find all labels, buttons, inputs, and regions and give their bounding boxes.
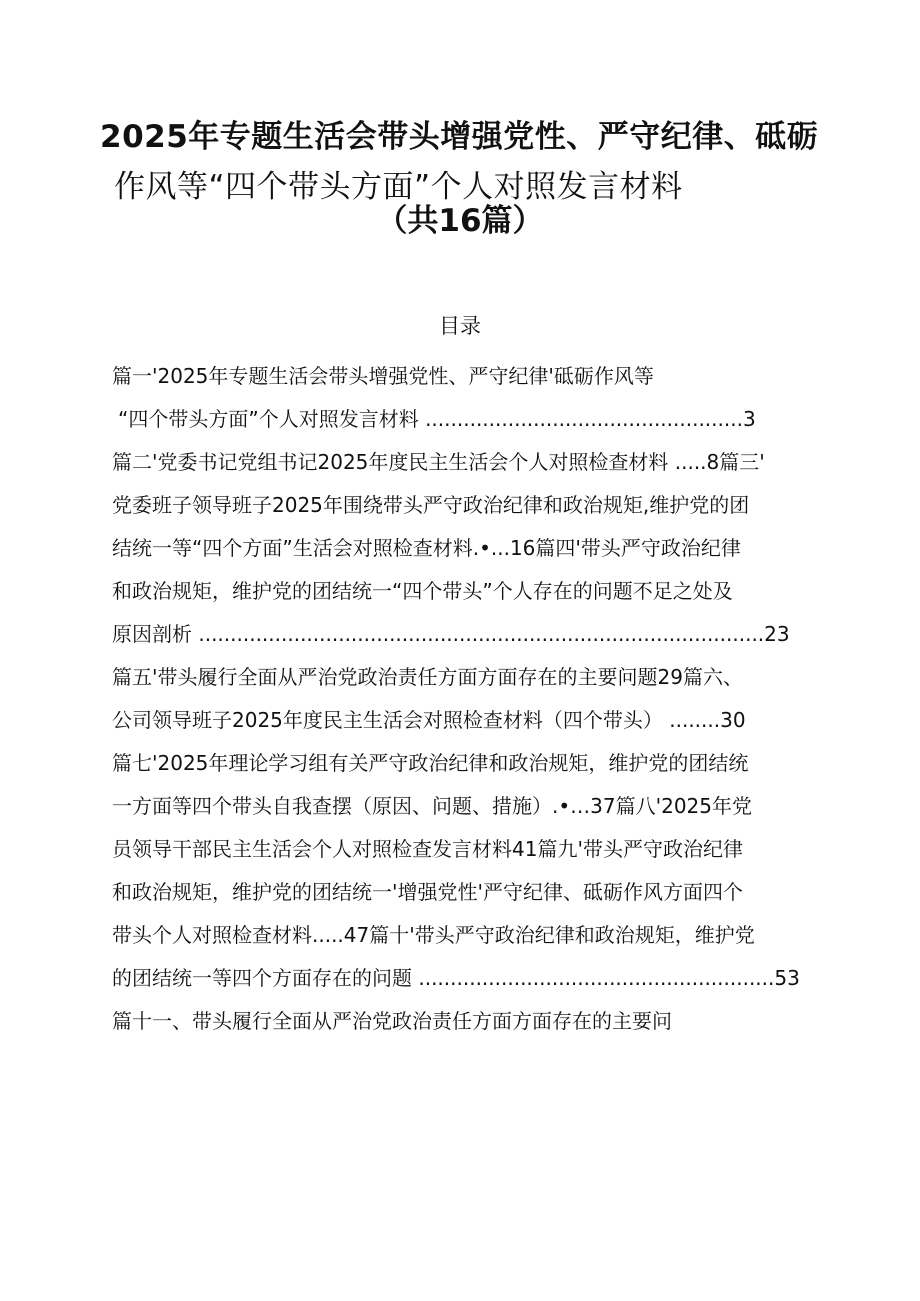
toc-line: 和政治规矩，维护党的团结统一“四个带头”个人存在的问题不足之处及 (112, 579, 733, 603)
title-line-2: 作风等“四个带头方面”个人对照发言材料 (114, 169, 683, 205)
toc-line: 篇五'带头履行全面从严治党政治责任方面方面存在的主要问题29篇六、 (112, 665, 743, 689)
toc-line: 篇七'2025年理论学习组有关严守政治纪律和政治规矩，维护党的团结统 (112, 751, 749, 775)
toc-line: 党委班子领导班子2025年围绕带头严守政治纪律和政治规矩,维护党的团 (112, 493, 750, 517)
title-line-1: 2025年专题生活会带头增强党性、严守纪律、砥砺 (100, 119, 819, 155)
toc-line: 的团结统一等四个方面存在的问题 ........................................................53 (112, 966, 800, 990)
toc-heading: 目录 (439, 314, 481, 338)
toc-line: 一方面等四个带头自我查摆（原因、问题、措施）.•…37篇八'2025年党 (112, 794, 752, 818)
toc-line: 原因剖析 .........................................................................................23 (112, 622, 790, 646)
toc-line: 篇一'2025年专题生活会带头增强党性、严守纪律'砥砺作风等 (112, 364, 654, 388)
toc-line: “四个带头方面”个人对照发言材料 ..................................................3 (118, 407, 756, 431)
toc-line: 篇二'党委书记党组书记2025年度民主生活会个人对照检查材料 .....8篇三' (112, 450, 765, 474)
toc-line: 带头个人对照检查材料.....47篇十'带头严守政治纪律和政治规矩，维护党 (112, 923, 755, 947)
toc-line: 篇十一、带头履行全面从严治党政治责任方面方面存在的主要问 (112, 1009, 672, 1033)
toc-line: 和政治规矩，维护党的团结统一'增强党性'严守纪律、砥砺作风方面四个 (112, 880, 743, 904)
table-of-contents (112, 355, 852, 1043)
toc-line: 员领导干部民主生活会个人对照检查发言材料41篇九'带头严守政治纪律 (112, 837, 743, 861)
document-subtitle: （共16篇） (376, 203, 544, 239)
toc-line: 公司领导班子2025年度民主生活会对照检查材料（四个带头） ........30 (112, 708, 746, 732)
toc-line: 结统一等“四个方面”生活会对照检查材料.•...16篇四'带头严守政治纪律 (112, 536, 741, 560)
